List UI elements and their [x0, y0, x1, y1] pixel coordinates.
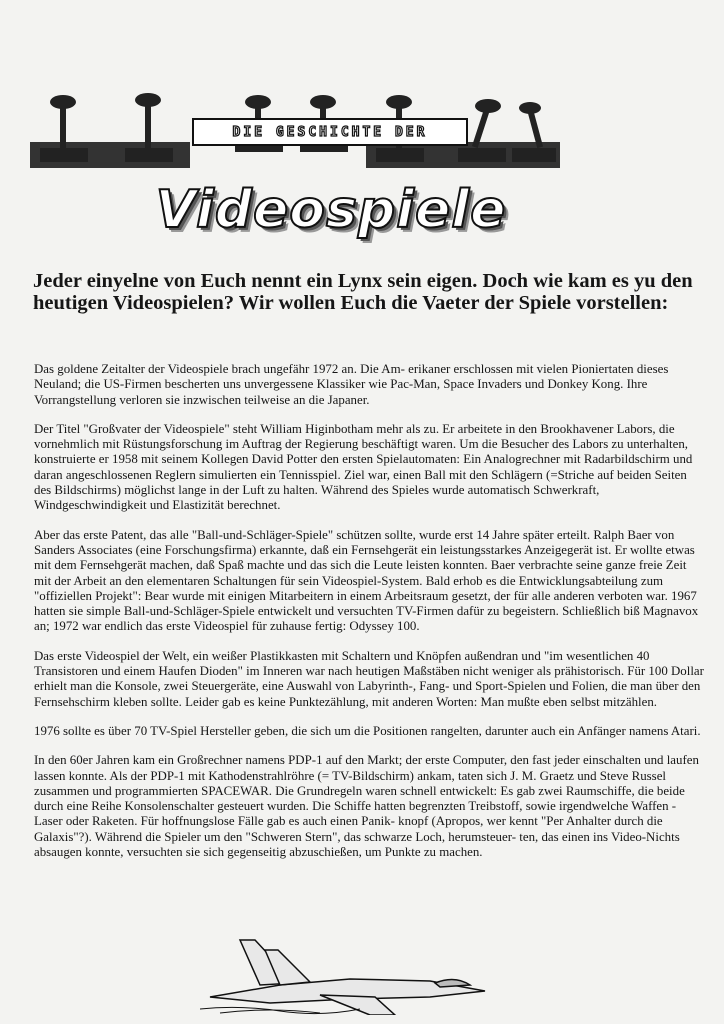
banner-title: DIE GESCHICHTE DER [192, 118, 468, 146]
paragraph: Aber das erste Patent, das alle "Ball-und-Schläger-Spiele" schützen sollte, wurde erst 14 Jahre später erteilt. Ralph Baer von Sanders Associates (eine Forschungsfirma) erkannte, daß ein Fernsehgerät ein leistungsstarkes Anzeigegerät ist. Er wollte etwas mit dem Fernsehgerät machen, daß Spaß machte und das sich die Leute leisten konnten. Baer verbrachte seine ganze freie Zeit mit der Arbeit an den elementaren Schaltungen für sein Videospiel-System. Bald erhob es die Entwicklungsabteilung zum "offiziellen Projekt": Bear wurde mit einigen Mitarbeitern in einem Arbeitsraum gesetzt, der für alle anderen verboten war. 1967 hatten sie simple Ball-und-Schläger-Spiele entwickelt und versuchten TV-Firmen dafür zu begeistern. Schließlich biß Magnavox an; 1972 war endlich das erste Videospiel für zuhause fertig: Odyssey 100. [34, 527, 699, 634]
article-body [34, 362, 704, 874]
paragraph: Der Titel "Großvater der Videospiele" steht William Higinbotham mehr als zu. Er arbeitete in den Brookhavener Labors, die vornehmlich mit Rüstungsforschung im Auftrag der Regierung beschäftigt waren. Um die Besucher des Labors zu unterhalten, konstruierte er 1958 mit seinem Kollegen David Potter den ersten Spielautomaten: Ein Analogrechner mit Radarbildschirm und daran angeschlossenen Reglern simulierten ein Tennisspiel. Ziel war, einen Ball mit den Schlägern (=Striche auf beiden Seiten des Bildschirms) möglichst lange in der Luft zu halten. Während des Spieles wurde automatisch Schwerkraft, Windgeschwindigkeit und Elastizität berechnet. [34, 421, 693, 513]
headline: Jeder einyelne von Euch nennt ein Lynx sein eigen. Doch wie kam es yu den heutigen Videospielen? Wir wollen Euch die Vaeter der Spiele vorstellen: [33, 270, 693, 314]
paragraph: Das erste Videospiel der Welt, ein weißer Plastikkasten mit Schaltern und Knöpfen außendran und "im wesentlichen 40 Transistoren und einem Haufen Dioden" im Inneren war nach heutigen Maßstäben nicht weniger als prähistorisch. Für 100 Dollar erhielt man die Konsole, zwei Steuergeräte, eine Auswahl von Labyrinth-, Fang- und Sport-Spielen und Folien, die man über den Fernsehschirm kleben sollte. Leider gab es keine Punktezählung, mit anderen Worten: Man mußte eben selbst mitzählen. [34, 648, 704, 709]
videospiele-logo: Videospiele [155, 180, 507, 240]
paragraph: 1976 sollte es über 70 TV-Spiel Hersteller geben, die sich um die Positionen rangelten, darunter auch ein Anfänger namens Atari. [34, 723, 701, 738]
paragraph: In den 60er Jahren kam ein Großrechner namens PDP-1 auf den Markt; der erste Computer, den fast jeder einschalten und laufen lassen konnte. Als der PDP-1 mit Kathodenstrahlröhre (= TV-Bildschirm) ankam, taten sich J. M. Graetz und Steve Russel zusammen und programmierten SPACEWAR. Die Grundregeln waren schnell entwickelt: Es gab zwei Raumschiffe, die beide durch eine Reihe Konsolenschalter gesteuert wurden. Die Schiffe hatten begrenzten Treibstoff, sowie irgendwelche Waffen - Laser oder Raketen. Für hoffnungslose Fälle gab es auch einen Panik- knopf (Apropos, wer kennt "Per Anhalter durch die Galaxis"?). Während die Spieler um den "Schweren Stern", das schwarze Loch, herumsteuer- ten, das einen ins Video-Nichts absaugen konnte, versuchten sie sich gegenseitig abzuschießen, um Punkte zu machen. [34, 753, 699, 860]
paragraph: Das goldene Zeitalter der Videospiele brach ungefähr 1972 an. Die Am- erikaner erschlossen mit vielen Pioniertaten dieses Neuland; die US-Firmen bescherten uns unvergessene Klassiker wie Pac-Man, Space Invaders und Donkey Kong. Ihre Vorrangstellung verloren sie inzwischen teilweise an die Japaner. [34, 362, 669, 407]
fighter-jet-illustration [200, 935, 500, 1015]
